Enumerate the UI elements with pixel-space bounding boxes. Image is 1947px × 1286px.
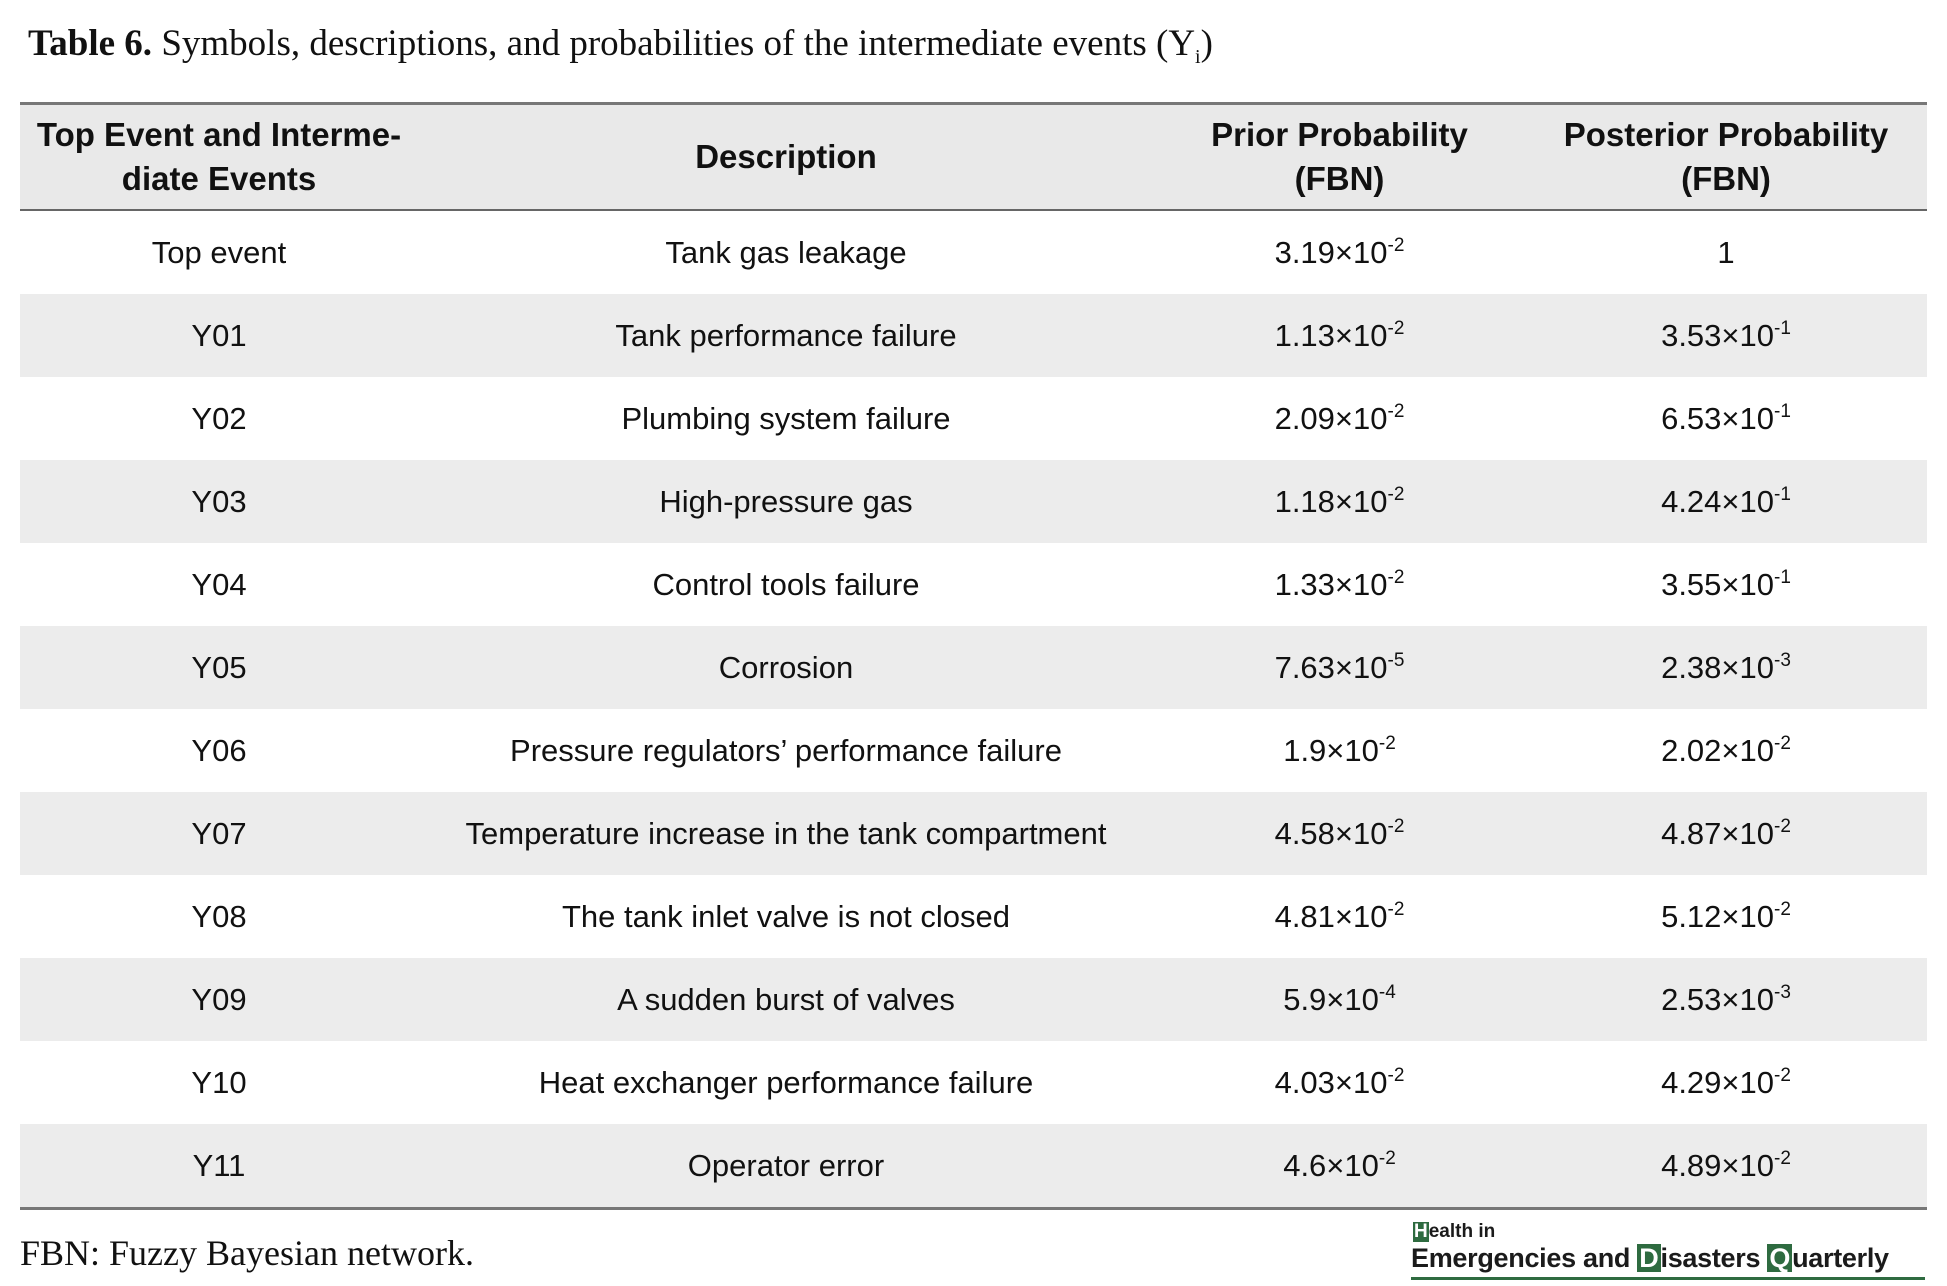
cell-event: Y07 [20,792,418,875]
prior-base: 4.58×10 [1274,815,1388,851]
cell-event: Top event [151,234,287,270]
cell-posterior [1525,1124,1927,1209]
cell-prior [1154,626,1525,709]
table-row [20,709,1927,792]
cell-prior [1154,294,1525,377]
prior-base: 1.33×10 [1274,566,1388,602]
cell-posterior [1525,460,1927,543]
header-prior: Prior Probability (FBN) [1154,104,1525,211]
cell-event: Y01 [20,294,418,377]
prior-exponent: -2 [1387,234,1405,256]
table-row [20,875,1927,958]
prior-base: 5.9×10 [1283,981,1379,1017]
logo-line1 [1413,1221,1495,1243]
table-body [20,210,1927,1209]
cell-prior [1154,709,1525,792]
cell-prior [1154,377,1525,460]
posterior-base: 6.53×10 [1661,400,1774,436]
prior-base: 4.03×10 [1274,1064,1388,1100]
cell-posterior [1525,210,1927,294]
cell-description: High-pressure gas [418,460,1154,543]
logo-underline [1411,1277,1925,1280]
table-row [20,1041,1927,1124]
prior-exponent: -4 [1378,981,1396,1003]
table-caption [28,22,1213,68]
table-row [20,460,1927,543]
prior-exponent: -2 [1378,732,1396,754]
table-row [20,543,1927,626]
table-row [20,210,1927,294]
journal-logo [1411,1221,1927,1281]
logo-initial-q: Q [1769,1243,1791,1273]
cell-event: Y08 [191,898,247,934]
footnote: FBN: Fuzzy Bayesian network. [20,1233,474,1273]
header-description: Description [418,104,1154,211]
header-row [20,104,1927,211]
caption-subscript: i [1195,46,1201,68]
prior-base: 3.19×10 [1274,234,1388,270]
posterior-exponent: -2 [1774,1064,1791,1086]
logo-initial-d: D [1639,1243,1659,1273]
prior-base: 7.63×10 [1274,649,1388,685]
posterior-base: 5.12×10 [1661,898,1774,934]
prior-base: 1.18×10 [1274,483,1388,519]
prior-base: 1.9×10 [1283,732,1379,768]
cell-prior [1154,460,1525,543]
cell-event: Y04 [191,566,247,602]
posterior-exponent: -2 [1774,1147,1791,1169]
cell-description: Corrosion [418,626,1154,709]
cell-prior [1154,210,1525,294]
prior-exponent: -2 [1387,815,1405,837]
posterior-exponent: -3 [1774,649,1791,671]
posterior-base: 4.29×10 [1661,1064,1774,1100]
cell-prior [1154,875,1525,958]
cell-event: Y10 [191,1064,247,1100]
posterior-base: 2.02×10 [1661,732,1774,768]
prior-exponent: -2 [1387,317,1405,339]
logo-word-isasters: isasters [1660,1243,1768,1273]
cell-posterior [1525,294,1927,377]
cell-description: Heat exchanger performance failure [538,1064,1034,1100]
logo-word-uarterly: uarterly [1792,1243,1889,1273]
prior-base: 4.81×10 [1274,898,1388,934]
cell-posterior [1525,377,1927,460]
prior-exponent: -2 [1378,1147,1396,1169]
prior-base: 1.13×10 [1274,317,1388,353]
posterior-base: 4.89×10 [1661,1147,1774,1183]
table-row [20,1124,1927,1209]
table-row [20,377,1927,460]
caption-text: Symbols, descriptions, and probabilities of the intermediate events (Y [161,23,1196,64]
prior-base: 4.6×10 [1283,1147,1379,1183]
cell-description: The tank inlet valve is not closed [561,898,1011,934]
table-row [20,294,1927,377]
posterior-exponent: -3 [1774,981,1791,1003]
header-posterior: Posterior Probability (FBN) [1525,104,1927,211]
cell-event: Y11 [20,1124,418,1209]
posterior-base: 4.24×10 [1661,483,1774,519]
cell-posterior [1525,1041,1927,1124]
posterior-exponent: -1 [1774,483,1791,505]
cell-event: Y09 [20,958,418,1041]
cell-prior [1154,792,1525,875]
probability-table [20,102,1927,1210]
prior-exponent: -2 [1387,1064,1405,1086]
posterior-exponent: -1 [1774,566,1791,588]
posterior-base: 2.53×10 [1661,981,1774,1017]
cell-posterior [1525,958,1927,1041]
cell-event: Y03 [20,460,418,543]
posterior-exponent: -1 [1774,400,1791,422]
cell-prior [1154,1041,1525,1124]
caption-label: Table 6. [28,23,153,64]
posterior-base: 3.53×10 [1661,317,1774,353]
posterior-base: 4.87×10 [1661,815,1774,851]
table-row [20,958,1927,1041]
cell-description: A sudden burst of valves [418,958,1154,1041]
cell-description: Temperature increase in the tank compartment [418,792,1154,875]
cell-posterior [1525,875,1927,958]
header-event: Top Event and Interme-diate Events [20,104,418,211]
cell-description: Tank performance failure [418,294,1154,377]
logo-line1-rest: ealth in [1428,1221,1496,1242]
cell-description: Pressure regulators’ performance failure [510,732,1062,768]
prior-base: 2.09×10 [1274,400,1388,436]
cell-posterior [1525,626,1927,709]
prior-exponent: -5 [1387,649,1405,671]
cell-prior [1154,1124,1525,1209]
posterior-exponent: -2 [1774,898,1791,920]
logo-word-emergencies: Emergencies and [1411,1243,1638,1273]
cell-event: Y06 [191,732,247,768]
cell-event: Y02 [191,400,247,436]
posterior-exponent: -1 [1774,317,1791,339]
cell-description: Plumbing system failure [621,400,951,436]
posterior-base: 2.38×10 [1661,649,1774,685]
logo-initial-h: H [1414,1221,1428,1242]
cell-prior [1154,958,1525,1041]
cell-posterior [1525,792,1927,875]
cell-description: Operator error [418,1124,1154,1209]
prior-exponent: -2 [1387,566,1405,588]
cell-description: Tank gas leakage [665,234,907,270]
caption-close: ) [1200,23,1213,64]
prior-exponent: -2 [1387,483,1405,505]
table-row [20,792,1927,875]
cell-description: Control tools failure [652,566,920,602]
posterior-exponent: -2 [1774,732,1791,754]
cell-posterior [1525,709,1927,792]
prior-exponent: -2 [1387,400,1405,422]
logo-line2 [1411,1243,1889,1274]
prior-exponent: -2 [1387,898,1405,920]
cell-posterior [1525,543,1927,626]
table-row [20,626,1927,709]
posterior-exponent: -2 [1774,815,1791,837]
posterior-base: 3.55×10 [1661,566,1774,602]
posterior-base: 1 [1717,234,1735,270]
cell-event: Y05 [20,626,418,709]
cell-prior [1154,543,1525,626]
